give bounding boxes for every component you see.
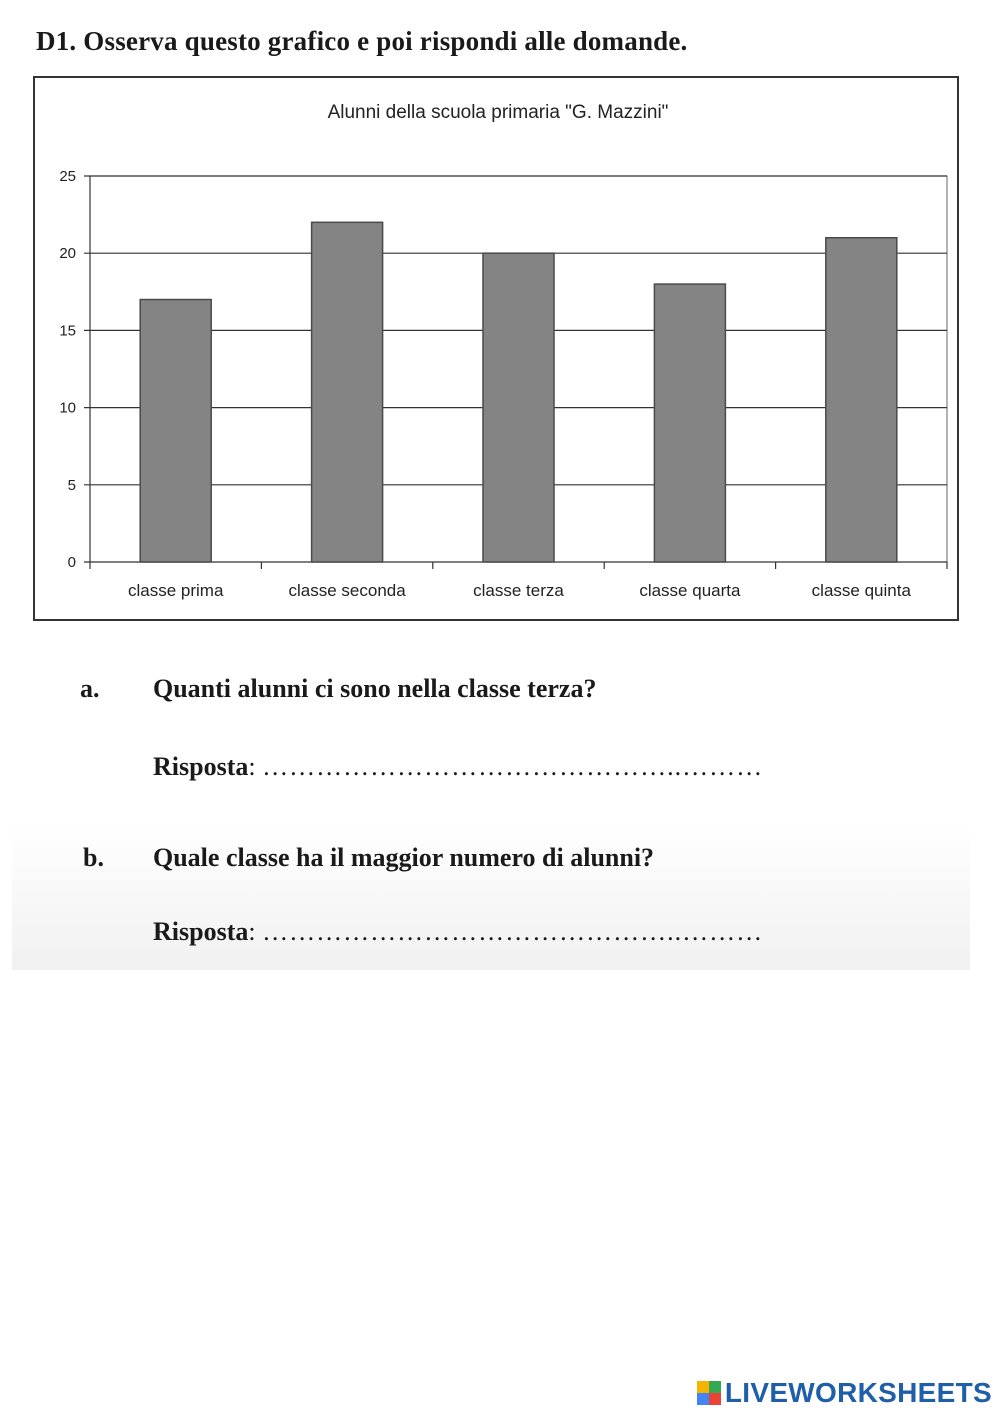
chart-title: Alunni della scuola primaria "G. Mazzini" [327,102,669,123]
y-tick-label: 5 [67,476,76,494]
answer-a-dots: ………………………………………..……… [262,752,764,781]
bar-classe-prima [140,300,211,562]
y-tick-label: 15 [59,322,76,340]
answer-b-colon: : [248,917,256,946]
y-tick-label: 10 [59,399,76,417]
x-category-label: classe quarta [639,581,741,600]
x-category-label: classe terza [473,581,564,600]
x-category-label: classe prima [127,581,224,600]
answer-a-input[interactable] [300,752,824,784]
bar-classe-terza [483,253,554,562]
x-category-label: classe quinta [811,581,911,600]
question-b-letter: b. [83,843,104,872]
chart-svg [35,78,957,619]
bar-classe-quinta [826,238,897,562]
answer-a-label: Risposta [153,752,249,781]
exercise-heading: D1. Osserva questo grafico e poi rispondi alle domande. [36,26,688,56]
question-b-text: Quale classe ha il maggior numero di alunni? [153,843,655,872]
answer-b-dots: ………………………………………..……… [262,917,764,946]
bar-classe-quarta [654,284,725,562]
liveworksheets-brand[interactable] [697,1376,992,1410]
answer-a-colon: : [248,752,256,781]
y-tick-label: 20 [59,245,76,263]
y-tick-label: 25 [59,168,76,185]
question-a-text: Quanti alunni ci sono nella classe terza? [153,674,597,703]
answer-b-input[interactable] [300,917,824,949]
bar-chart [33,76,959,621]
question-a-letter: a. [80,674,100,703]
y-tick-label: 0 [67,554,76,571]
brand-text: LIVEWORKSHEETS [724,1377,992,1408]
x-category-label: classe seconda [288,581,406,600]
liveworksheets-logo-icon [697,1381,721,1405]
bar-classe-seconda [312,222,383,562]
answer-b-label: Risposta [153,917,249,946]
